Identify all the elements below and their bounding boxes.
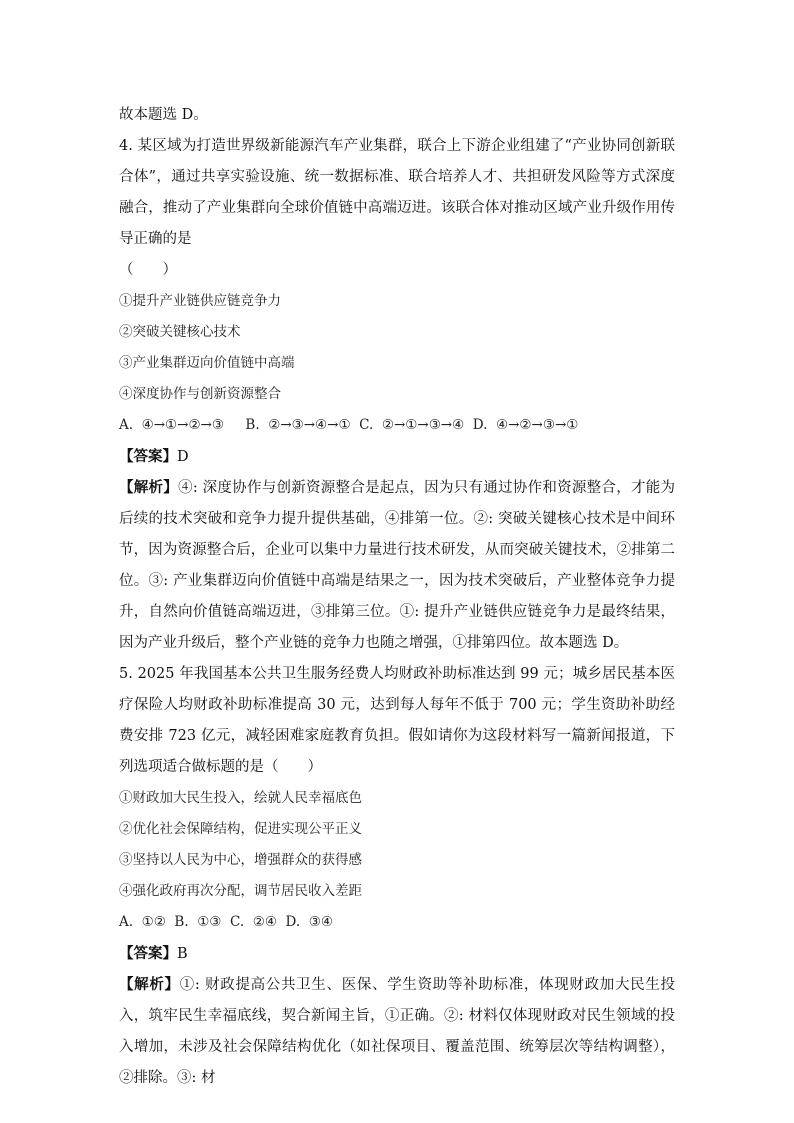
q4-item-3: ③产业集群迈向价值链中高端 bbox=[119, 355, 295, 371]
q5-answer-value: B bbox=[177, 946, 188, 962]
q5-options: A. ①② B. ①③ C. ②④ D. ③④ bbox=[119, 914, 333, 930]
q5-answer-tag: 【答案】 bbox=[119, 945, 177, 962]
q4-item-1: ①提升产业链供应链竞争力 bbox=[119, 293, 281, 309]
question-4 bbox=[119, 131, 675, 659]
q5-stem: 5. 2025 年我国基本公共卫生服务经费人均财政补助标准达到 99 元；城乡居民基本医疗保险人均财政补助标准提高 30 元，达到每人每年不低于 700 元；学生资助补助经费安排 723 亿元，减轻困难家庭教育负担。假如请你为这段材料写一篇新闻报道，下列选项适合做标题的是（ ） bbox=[119, 666, 675, 775]
question-5 bbox=[119, 659, 675, 1094]
q4-answer bbox=[119, 441, 675, 472]
q5-analysis bbox=[119, 969, 675, 1094]
q4-answer-value: D bbox=[177, 449, 189, 465]
q4-analysis-text: ④: 深度协作与创新资源整合是起点，因为只有通过协作和资源整合，才能为后续的技术突破和竞争力提升提供基础，④排第一位。②: 突破关键核心技术是中间环节，因为资源整合后，企业可以集中力量进行技术研发，从而突破关键技术，②排第二位。③: 产业集群迈向价值链中高端是结果之一，因为技术突破后，产业整体竞争力提升，自然向价值链高端迈进，③排第三位。①: 提升产业链供应链竞争力是最终结果，因为产业升级后，整个产业链的竞争力也随之增强，①排第四位。故本题选 D。 bbox=[119, 480, 676, 651]
q4-options: A. ④→①→②→③ B. ②→③→④→① C. ②→①→③→④ D. ④→②→③→① bbox=[119, 417, 579, 433]
q5-item-3: ③坚持以人民为中心，增强群众的获得感 bbox=[119, 852, 362, 868]
q4-item-4: ④深度协作与创新资源整合 bbox=[119, 386, 281, 402]
q4-bracket: （ ） bbox=[119, 262, 177, 278]
q5-item-4: ④强化政府再次分配，调节居民收入差距 bbox=[119, 883, 362, 899]
q4-analysis bbox=[119, 472, 675, 659]
q5-analysis-tag: 【解析】 bbox=[119, 976, 180, 993]
q4-item-2: ②突破关键核心技术 bbox=[119, 324, 241, 340]
q5-item-1: ①财政加大民生投入，绘就人民幸福底色 bbox=[119, 790, 362, 806]
document-page bbox=[119, 100, 675, 1094]
q5-item-2: ②优化社会保障结构，促进实现公平正义 bbox=[119, 821, 362, 837]
q4-analysis-tag: 【解析】 bbox=[119, 479, 179, 496]
q5-analysis-text: ①: 财政提高公共卫生、医保、学生资助等补助标准，体现财政加大民生投入，筑牢民生幸福底线，契合新闻主旨，①正确。②: 材料仅体现财政对民生领域的投入增加，未涉及社会保障结构优化（如社保项目、覆盖范围、统筹层次等结构调整），②排除。③: 材 bbox=[119, 977, 676, 1086]
q3-conclusion: 故本题选 D。 bbox=[119, 107, 208, 123]
q4-stem: 4. 某区域为打造世界级新能源汽车产业集群，联合上下游企业组建了“产业协同创新联合体”，通过共享实验设施、统一数据标准、联合培养人才、共担研发风险等方式深度融合，推动了产业集群向全球价值链中高端迈进。该联合体对推动区域产业升级作用传导正确的是 bbox=[119, 138, 675, 247]
q4-answer-tag: 【答案】 bbox=[119, 448, 177, 465]
q5-answer bbox=[119, 938, 675, 969]
